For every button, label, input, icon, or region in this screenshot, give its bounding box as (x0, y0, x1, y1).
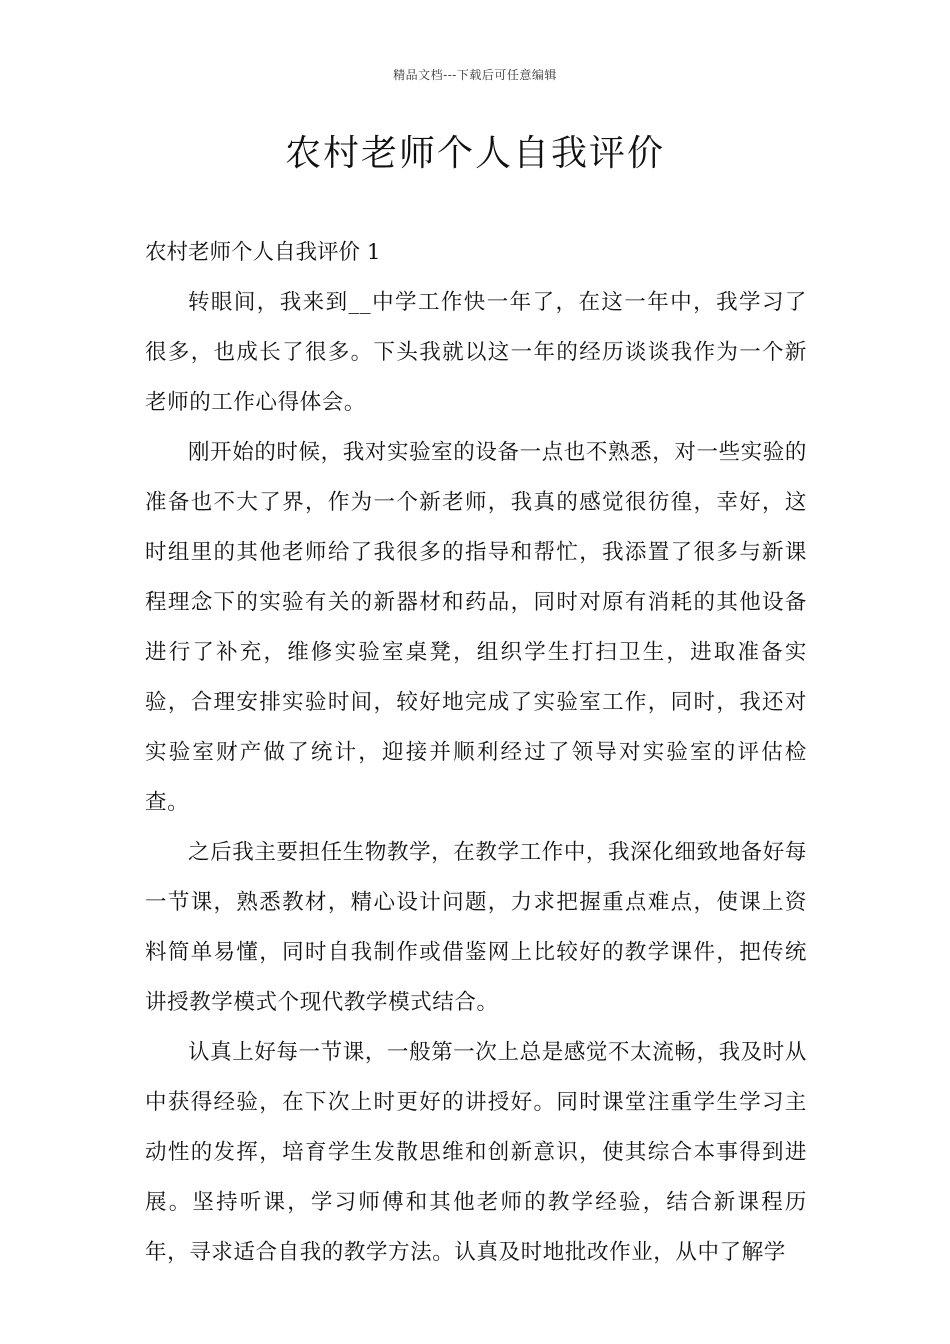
header-note: 精品文档---下载后可任意编辑 (393, 68, 557, 82)
document-title: 农村老师个人自我评价 (284, 133, 665, 174)
section-heading: 农村老师个人自我评价 1 (145, 240, 381, 265)
paragraph-4: 认真上好每一节课，一般第一次上总是感觉不太流畅，我及时从中获得经验，在下次上时更好的讲授好。同时课堂注重学生学习主动性的发挥，培育学生发散思维和创新意识，使其综合本事得到进展。坚持听课，学习师傅和其他老师的教学经验，结合新课程历年，寻求适合自我的教学方法。认真及时地批改作业，从中了解学 (145, 1040, 807, 1265)
paragraph-2: 刚开始的时候，我对实验室的设备一点也不熟悉，对一些实验的准备也不大了界，作为一个新老师，我真的感觉很彷徨，幸好，这时组里的其他老师给了我很多的指导和帮忙，我添置了很多与新课程理念下的实验有关的新器材和药品，同时对原有消耗的其他设备进行了补充，维修实验室桌凳，组织学生打扫卫生，进取准备实验，合理安排实验时间，较好地完成了实验室工作，同时，我还对实验室财产做了统计，迎接并顺利经过了领导对实验室的评估检查。 (145, 440, 807, 815)
paragraph-1: 转眼间，我来到__中学工作快一年了，在这一年中，我学习了很多，也成长了很多。下头我就以这一年的经历谈谈我作为一个新老师的工作心得体会。 (145, 290, 807, 415)
paragraph-3: 之后我主要担任生物教学，在教学工作中，我深化细致地备好每一节课，熟悉教材，精心设计问题，力求把握重点难点，使课上资料简单易懂，同时自我制作或借鉴网上比较好的教学课件，把传统讲授教学模式个现代教学模式结合。 (145, 840, 807, 1015)
document-body (145, 228, 807, 1278)
